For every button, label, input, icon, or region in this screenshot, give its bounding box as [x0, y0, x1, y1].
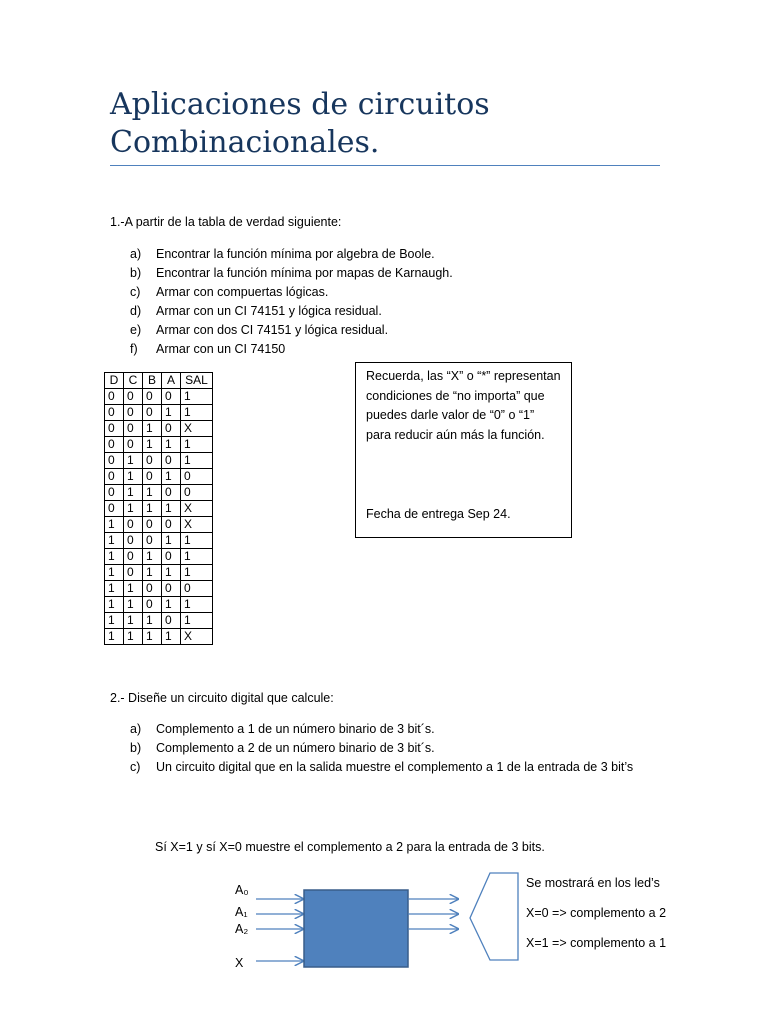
question-1-item-marker: a): [130, 247, 142, 261]
question-1-item-text: Armar con compuertas lógicas.: [156, 285, 329, 299]
table-cell: 1: [181, 549, 213, 565]
condition-text: Sí X=1 y sí X=0 muestre el complemento a 2 para la entrada de 3 bits.: [155, 840, 545, 854]
table-cell: 0: [143, 453, 162, 469]
question-2-item-text: Complemento a 2 de un número binario de 3 bit´s.: [156, 741, 435, 755]
table-cell: 0: [124, 565, 143, 581]
due-date: Fecha de entrega Sep 24.: [366, 507, 511, 521]
table-cell: 0: [105, 437, 124, 453]
table-cell: 0: [105, 501, 124, 517]
table-cell: 1: [181, 389, 213, 405]
table-cell: 1: [124, 597, 143, 613]
table-cell: 1: [162, 629, 181, 645]
table-cell: 1: [143, 437, 162, 453]
input-label-a1: A₁: [235, 905, 248, 919]
table-cell: 1: [162, 469, 181, 485]
question-1-item-marker: c): [130, 285, 141, 299]
table-cell: 0: [143, 405, 162, 421]
table-cell: 1: [124, 613, 143, 629]
table-cell: 0: [143, 389, 162, 405]
question-2-item-marker: b): [130, 741, 142, 755]
leds-label: Se mostrará en los led’s: [526, 876, 660, 890]
table-cell: 1: [162, 437, 181, 453]
table-cell: 1: [143, 629, 162, 645]
table-cell: 1: [181, 597, 213, 613]
table-cell: 0: [162, 389, 181, 405]
table-cell: 0: [105, 421, 124, 437]
table-cell: 1: [181, 405, 213, 421]
note-text: Recuerda, las “X” o “*” representan condiciones de “no importa” que puedes darle valor de “0” o “1” para reducir aún más la función.: [366, 369, 561, 442]
table-cell: 1: [181, 613, 213, 629]
question-2-heading: 2.- Diseñe un circuito digital que calcule:: [110, 691, 334, 705]
table-cell: 1: [162, 533, 181, 549]
table-cell: 0: [162, 517, 181, 533]
table-cell: 0: [105, 453, 124, 469]
table-cell: 1: [105, 549, 124, 565]
table-cell: 0: [162, 549, 181, 565]
table-cell: 1: [105, 629, 124, 645]
question-1-item-text: Armar con un CI 74150: [156, 342, 286, 356]
table-cell: 1: [162, 565, 181, 581]
table-cell: 1: [124, 629, 143, 645]
input-arrows: [256, 899, 303, 961]
table-cell: 0: [105, 469, 124, 485]
question-1-item-text: Encontrar la función mínima por mapas de Karnaugh.: [156, 266, 453, 280]
question-2-item-text: Complemento a 1 de un número binario de 3 bit´s.: [156, 722, 435, 736]
table-cell: 0: [181, 469, 213, 485]
table-cell: 1: [143, 421, 162, 437]
question-2-item-marker: a): [130, 722, 142, 736]
table-cell: 1: [124, 453, 143, 469]
table-cell: 1: [162, 405, 181, 421]
title-line-2: Combinacionales.: [110, 125, 380, 160]
table-cell: 1: [143, 549, 162, 565]
question-2-item-marker: c): [130, 760, 141, 774]
table-cell: 1: [143, 485, 162, 501]
table-cell: 0: [124, 549, 143, 565]
question-1-item-marker: e): [130, 323, 142, 337]
table-cell: 1: [105, 517, 124, 533]
table-cell: 1: [162, 501, 181, 517]
table-cell: 0: [162, 581, 181, 597]
table-cell: 0: [124, 533, 143, 549]
table-cell: 0: [162, 485, 181, 501]
table-cell: 1: [105, 581, 124, 597]
table-cell: 1: [105, 565, 124, 581]
truth-table-header-cell: B: [143, 373, 162, 389]
x0-label: X=0 => complemento a 2: [526, 906, 667, 920]
table-cell: X: [181, 501, 213, 517]
question-1-item-text: Armar con un CI 74151 y lógica residual.: [156, 304, 382, 318]
question-1-item-text: Armar con dos CI 74151 y lógica residual.: [156, 323, 389, 337]
table-cell: 1: [105, 613, 124, 629]
table-cell: 0: [143, 469, 162, 485]
table-cell: 0: [124, 517, 143, 533]
table-cell: 0: [105, 389, 124, 405]
question-1-item-text: Encontrar la función mínima por algebra de Boole.: [156, 247, 435, 261]
table-cell: 1: [143, 613, 162, 629]
table-cell: 1: [124, 485, 143, 501]
table-cell: 1: [162, 597, 181, 613]
table-cell: 0: [124, 437, 143, 453]
table-cell: 0: [143, 533, 162, 549]
input-label-a2: A₂: [235, 922, 249, 936]
table-cell: 1: [181, 533, 213, 549]
truth-table-header-cell: C: [124, 373, 143, 389]
table-cell: 1: [143, 565, 162, 581]
table-cell: X: [181, 421, 213, 437]
title-line-1: Aplicaciones de circuitos: [110, 87, 490, 122]
table-cell: 0: [162, 613, 181, 629]
table-cell: 1: [105, 597, 124, 613]
table-cell: 1: [124, 469, 143, 485]
table-cell: 0: [105, 485, 124, 501]
table-cell: 1: [143, 501, 162, 517]
table-cell: 0: [124, 389, 143, 405]
input-label-a0: A₀: [235, 883, 249, 897]
table-cell: 0: [162, 421, 181, 437]
table-cell: 1: [105, 533, 124, 549]
table-cell: 0: [143, 597, 162, 613]
truth-table-header-cell: D: [105, 373, 124, 389]
x1-label: X=1 => complemento a 1: [526, 936, 667, 950]
table-cell: 1: [181, 453, 213, 469]
truth-table-header-cell: SAL: [181, 373, 213, 389]
table-cell: 1: [181, 565, 213, 581]
table-cell: 0: [105, 405, 124, 421]
table-cell: 0: [162, 453, 181, 469]
table-cell: 1: [124, 501, 143, 517]
led-display-bracket: [470, 873, 518, 960]
question-1-item-marker: b): [130, 266, 142, 280]
question-1-heading: 1.-A partir de la tabla de verdad siguiente:: [110, 215, 342, 229]
table-cell: 0: [181, 485, 213, 501]
table-cell: 0: [181, 581, 213, 597]
output-arrows: [408, 899, 458, 929]
table-cell: 0: [124, 405, 143, 421]
table-cell: X: [181, 629, 213, 645]
truth-table-header-cell: A: [162, 373, 181, 389]
circuit-block: [304, 890, 408, 967]
table-cell: 0: [143, 517, 162, 533]
table-cell: 1: [124, 581, 143, 597]
table-cell: 1: [181, 437, 213, 453]
question-2-item-text: Un circuito digital que en la salida muestre el complemento a 1 de la entrada de 3 bit’s: [156, 760, 634, 774]
question-1-item-marker: f): [130, 342, 138, 356]
table-cell: X: [181, 517, 213, 533]
input-label-x: X: [235, 956, 244, 970]
table-cell: 0: [143, 581, 162, 597]
question-1-item-marker: d): [130, 304, 142, 318]
table-cell: 0: [124, 421, 143, 437]
